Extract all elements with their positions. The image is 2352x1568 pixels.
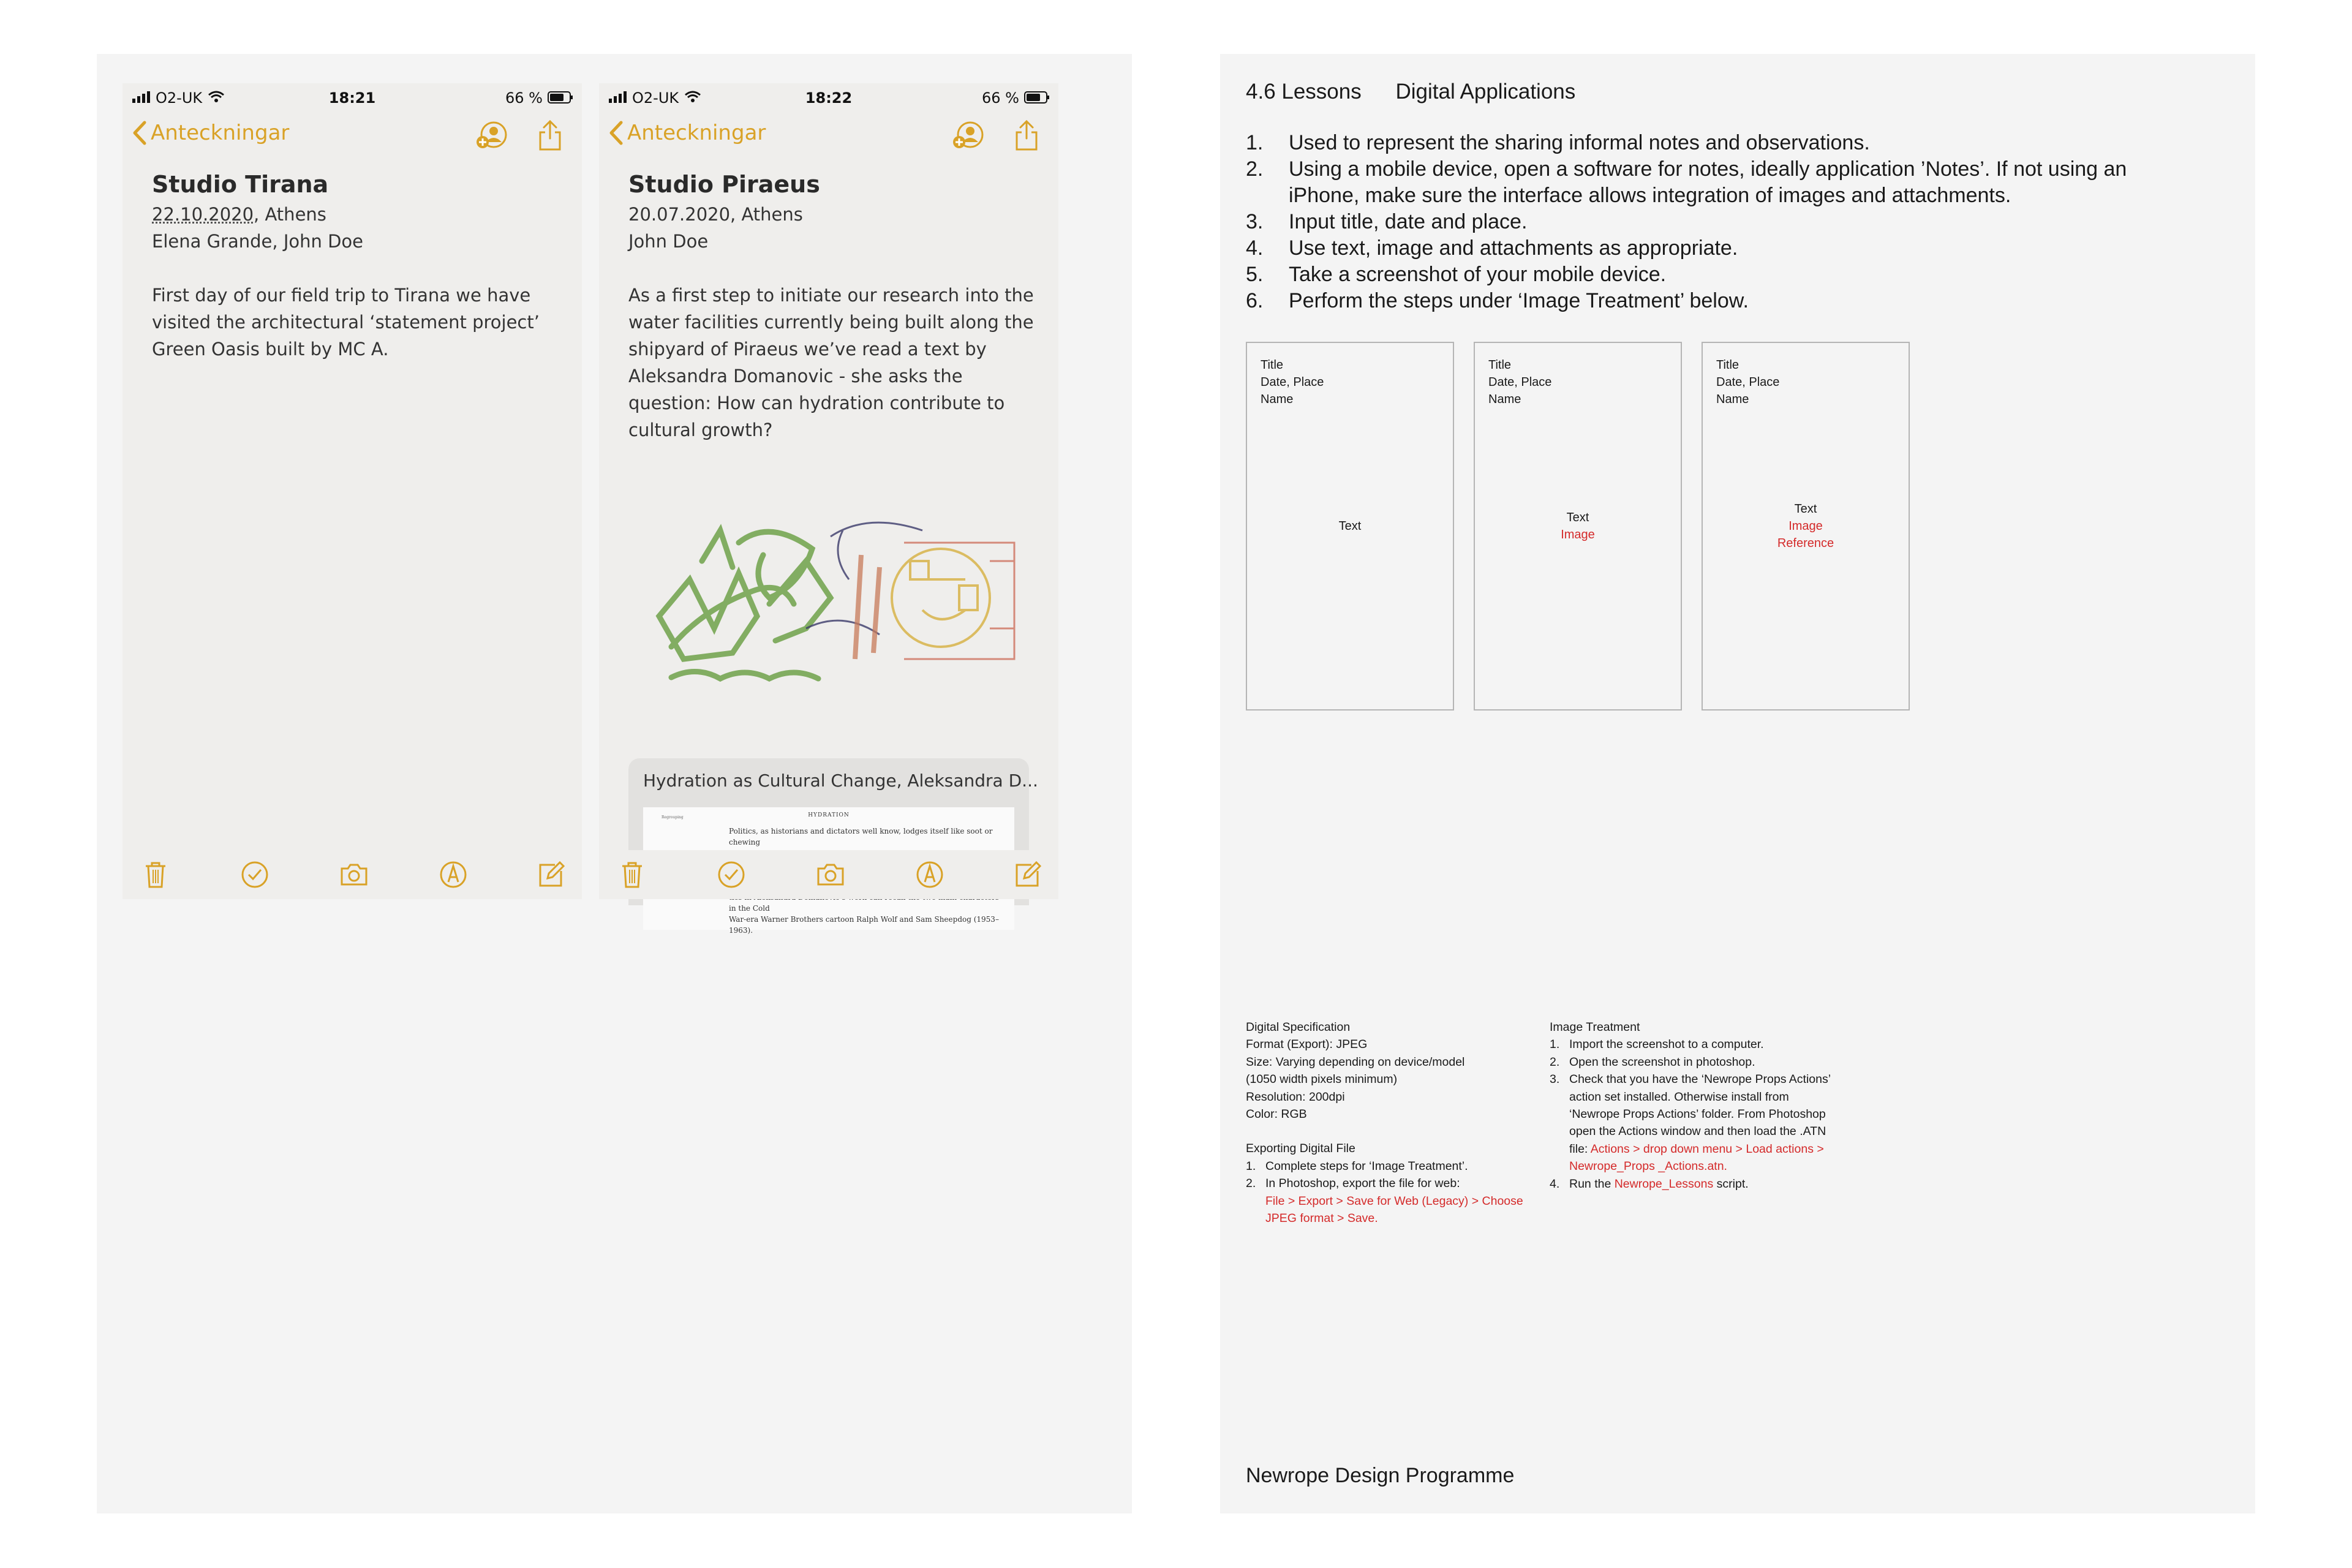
notes-screenshot-1	[123, 83, 582, 899]
export-path: File > Export > Save for Web (Legacy) > Choose JPEG format > Save.	[1265, 1194, 1523, 1226]
card-body	[1247, 518, 1453, 535]
spec-line: Format (Export): JPEG	[1246, 1038, 1368, 1052]
attachment-title: Hydration as Cultural Change, Aleksandra D...	[643, 771, 1038, 791]
treatment-steps	[1550, 1036, 1838, 1193]
lesson-title: Digital Applications	[1395, 80, 1576, 104]
card-image-label: Image	[1789, 519, 1823, 533]
clock-label: 18:22	[805, 89, 853, 107]
template-card-text-image	[1474, 342, 1682, 710]
doc-line: War-era Warner Brothers cartoon Ralph Wolf and Sam Sheepdog (1953–1963).	[729, 915, 999, 935]
step-number: 5.	[1246, 263, 1264, 286]
template-card-text	[1246, 342, 1454, 710]
note-names: John Doe	[628, 231, 709, 252]
card-name-label: Name	[1261, 393, 1294, 406]
back-button[interactable]	[131, 120, 289, 146]
lesson-number: 4.6 Lessons	[1246, 80, 1362, 104]
treatment-heading: Image Treatment	[1550, 1020, 1640, 1034]
note-date[interactable]: 22.10.2020	[152, 204, 254, 225]
right-page	[1220, 54, 2255, 1513]
step-text: Use text, image and attachments as appropriate.	[1289, 236, 1738, 260]
card-header	[1488, 356, 1551, 408]
card-header	[1261, 356, 1324, 408]
doc-sidenote: Regrouping	[662, 815, 684, 820]
note-names: Elena Grande, John Doe	[152, 231, 364, 252]
markup-pen-icon[interactable]	[915, 860, 944, 889]
spec-line: Size: Varying depending on device/model	[1246, 1055, 1465, 1069]
camera-icon[interactable]	[339, 860, 369, 889]
note-title: Studio Tirana	[152, 171, 329, 198]
list-item: 4. Run the Newrope_Lessons script.	[1550, 1177, 1749, 1191]
doc-header: HYDRATION	[808, 812, 850, 818]
back-button[interactable]	[608, 120, 766, 146]
step-text: Using a mobile device, open a software for notes, ideally application ’Notes’. If not using an iPhone, make sure the interface allows integration of images and attachments.	[1289, 157, 2127, 207]
battery-percent: 66 %	[505, 89, 543, 107]
list-item	[1246, 156, 2165, 209]
spec-line: Resolution: 200dpi	[1246, 1090, 1345, 1104]
export-heading: Exporting Digital File	[1246, 1142, 1355, 1156]
carrier-label: O2-UK	[156, 89, 203, 107]
step-number: 1.	[1246, 131, 1264, 154]
note-content	[152, 169, 557, 363]
list-item: 2. Open the screenshot in photoshop.	[1550, 1055, 1755, 1069]
back-label: Anteckningar	[151, 121, 290, 145]
script-name: Newrope_Lessons	[1614, 1177, 1714, 1191]
card-date-label: Date, Place	[1716, 375, 1780, 389]
hand-drawn-sketch	[647, 506, 1033, 684]
chevron-left-icon	[131, 120, 147, 146]
trash-icon[interactable]	[617, 860, 647, 889]
spec-heading: Digital Specification	[1246, 1020, 1351, 1034]
step-text: Perform the steps under ‘Image Treatment’ below.	[1289, 289, 1749, 312]
battery-icon	[548, 91, 573, 104]
status-bar	[599, 83, 1058, 114]
lesson-heading	[1246, 80, 1604, 104]
clock-label: 18:21	[328, 89, 376, 107]
doc-line: Politics, as historians and dictators well know, lodges itself like soot or chewing	[729, 827, 993, 846]
image-treatment	[1550, 1019, 1838, 1193]
digital-specification	[1246, 1019, 1540, 1227]
card-name-label: Name	[1488, 393, 1521, 406]
card-title-label: Title	[1716, 358, 1740, 372]
export-steps	[1246, 1158, 1540, 1227]
note-place: , Athens	[254, 204, 326, 225]
treatment-step-text: Open the screenshot in photoshop.	[1569, 1055, 1755, 1069]
list-item	[1246, 288, 2165, 314]
left-page	[97, 54, 1132, 1513]
export-step-text: In Photoshop, export the file for web:	[1265, 1177, 1460, 1191]
note-content	[628, 169, 1034, 443]
step-text: Input title, date and place.	[1289, 210, 1528, 233]
chevron-left-icon	[608, 120, 624, 146]
list-item: 1. Complete steps for ‘Image Treatment’.	[1246, 1159, 1468, 1173]
checklist-icon[interactable]	[717, 860, 746, 889]
card-body	[1703, 500, 1909, 552]
compose-icon[interactable]	[1013, 860, 1042, 889]
list-item	[1246, 235, 2165, 262]
card-text-label: Text	[1566, 511, 1589, 524]
list-item: 3. Check that you have the ‘Newrope Props Actions’ action set installed. Otherwise install from ‘Newrope Props Actions’ folder. From Photoshop open the Actions window and then load the .ATN file: Actions > drop down menu > Load actions > Newrope_Props _Actions.atn.	[1550, 1072, 1831, 1174]
lesson-steps	[1246, 130, 2165, 314]
note-date-place: 20.07.2020, Athens	[628, 204, 803, 225]
spec-line: Color: RGB	[1246, 1107, 1307, 1121]
card-name-label: Name	[1716, 393, 1749, 406]
card-reference-label: Reference	[1777, 537, 1834, 550]
trash-icon[interactable]	[141, 860, 170, 889]
nav-bar	[599, 114, 1058, 157]
list-item	[1246, 130, 2165, 156]
card-text-label: Text	[1338, 519, 1362, 533]
camera-icon[interactable]	[816, 860, 845, 889]
treatment-step-text: Check that you have the ‘Newrope Props Actions’ action set installed. Otherwise install from ‘Newrope Props Actions’ folder. From Photoshop open the Actions window and then load the .ATN file:	[1569, 1072, 1831, 1156]
card-title-label: Title	[1261, 358, 1284, 372]
step-text: Used to represent the sharing informal notes and observations.	[1289, 131, 1870, 154]
step-text: Take a screenshot of your mobile device.	[1289, 263, 1667, 286]
nav-bar	[123, 114, 582, 157]
note-date-place	[152, 201, 557, 228]
bottom-toolbar	[599, 850, 1058, 899]
note-title: Studio Piraeus	[628, 171, 820, 198]
footer-programme: Newrope Design Programme	[1246, 1464, 1515, 1487]
treatment-step-text: script.	[1713, 1177, 1749, 1191]
card-date-label: Date, Place	[1261, 375, 1324, 389]
treatment-step-text: Run the	[1569, 1177, 1615, 1191]
doc-line: in the Cold	[729, 904, 770, 913]
list-item	[1246, 209, 2165, 235]
export-step-text: Complete steps for ‘Image Treatment’.	[1265, 1159, 1468, 1173]
card-text-label: Text	[1794, 502, 1817, 516]
step-number: 6.	[1246, 289, 1264, 312]
compose-icon[interactable]	[537, 860, 566, 889]
step-number: 4.	[1246, 236, 1264, 260]
battery-icon	[1024, 91, 1050, 104]
template-card-text-image-reference	[1702, 342, 1910, 710]
add-collaborator-icon[interactable]	[952, 120, 985, 151]
note-body: As a first step to initiate our research into the water facilities currently being built along the shipyard of Piraeus we’ve read a text by Aleksandra Domanovic - she asks the question: How can hydration contribute to cultural growth?	[628, 285, 1034, 440]
treatment-step-text: Import the screenshot to a computer.	[1569, 1038, 1764, 1052]
step-number: 2.	[1246, 157, 1264, 181]
list-item: 1. Import the screenshot to a computer.	[1550, 1038, 1764, 1052]
card-date-label: Date, Place	[1488, 375, 1552, 389]
list-item	[1246, 262, 2165, 288]
bottom-toolbar	[123, 850, 582, 899]
share-icon[interactable]	[537, 119, 564, 152]
list-item: 2. In Photoshop, export the file for web: File > Export > Save for Web (Legacy) > Choose JPEG format > Save.	[1246, 1177, 1523, 1226]
step-number: 3.	[1246, 210, 1264, 233]
card-body	[1475, 509, 1681, 543]
actions-path: Actions > drop down menu > Load actions > Newrope_Props _Actions.atn.	[1569, 1142, 1824, 1174]
add-collaborator-icon[interactable]	[475, 120, 508, 151]
status-bar	[123, 83, 582, 114]
card-header	[1716, 356, 1779, 408]
card-title-label: Title	[1488, 358, 1512, 372]
card-image-label: Image	[1561, 528, 1595, 541]
markup-pen-icon[interactable]	[439, 860, 468, 889]
note-body: First day of our field trip to Tirana we have visited the architectural ‘statement project’ Green Oasis built by MC A.	[152, 285, 540, 360]
carrier-label: O2-UK	[632, 89, 679, 107]
notes-screenshot-2	[599, 83, 1058, 935]
back-label: Anteckningar	[627, 121, 766, 145]
battery-percent: 66 %	[982, 89, 1019, 107]
spec-line: (1050 width pixels minimum)	[1246, 1072, 1398, 1087]
share-icon[interactable]	[1013, 119, 1040, 152]
checklist-icon[interactable]	[240, 860, 270, 889]
